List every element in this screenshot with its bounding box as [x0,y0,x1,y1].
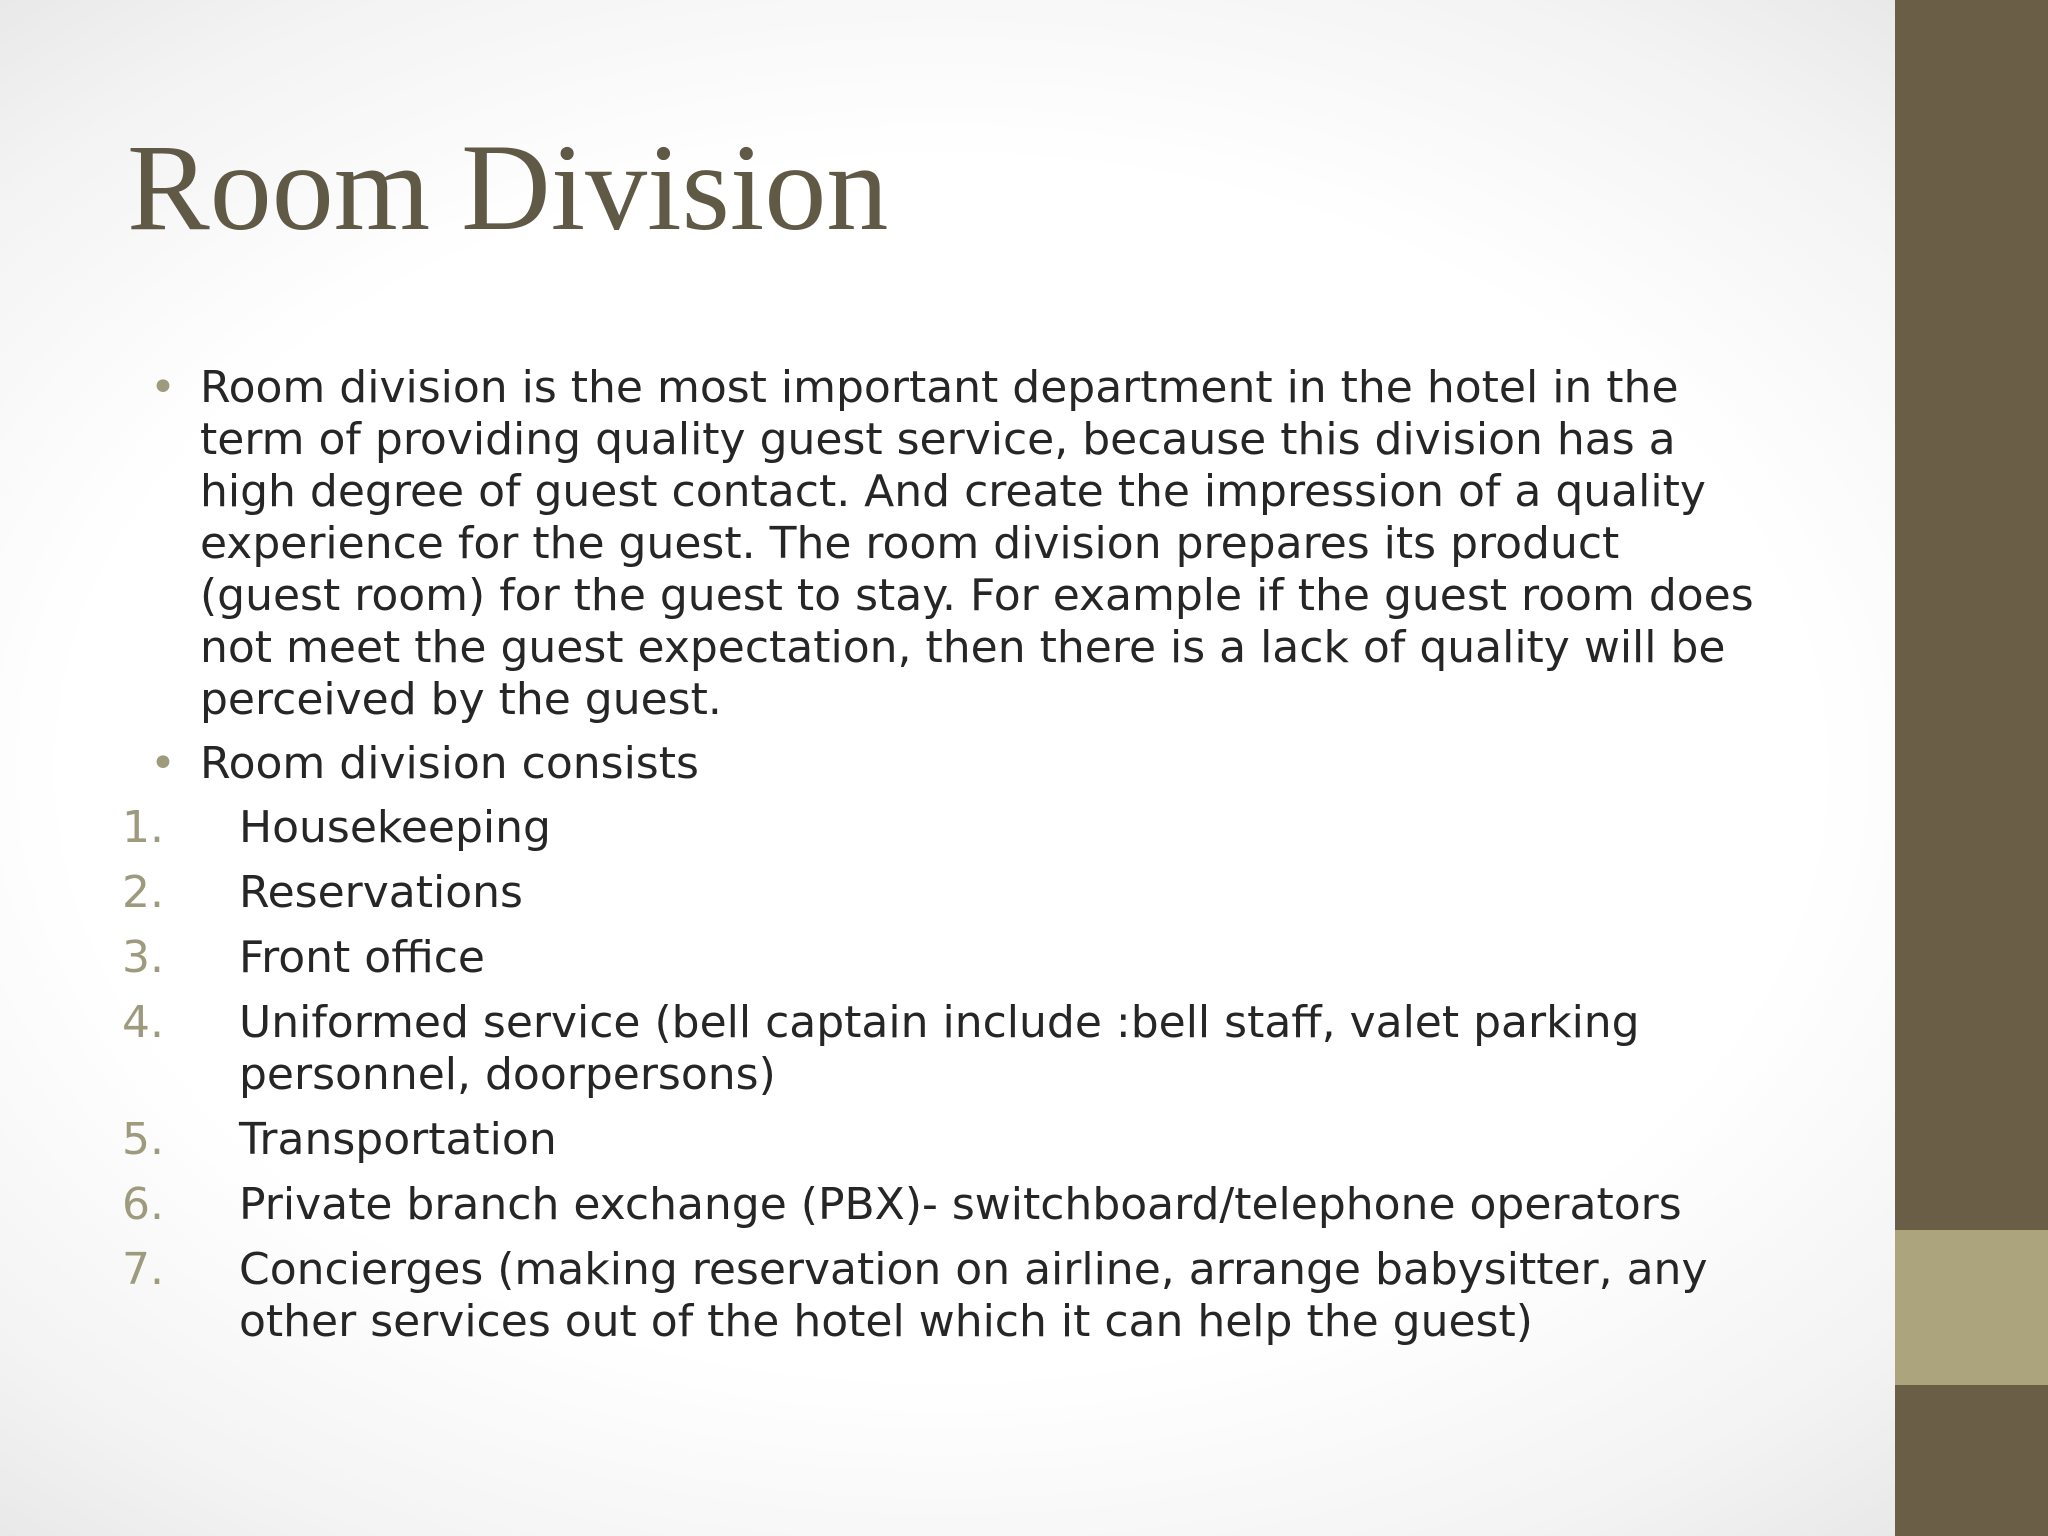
numbered-item [120,867,1770,919]
item-number: 5. [122,1114,164,1165]
item-text: Concierges (making reservation on airline, arrange babysitter, any other services out of the hotel which it can help the guest) [239,1244,1708,1347]
item-number: 7. [122,1244,164,1295]
bullet-text: Room division is the most important department in the hotel in the term of providing quality guest service, because this division has a high degree of guest contact. And create the impression of a quality experience for the guest. The room division prepares its product (guest room) for the guest to stay. For example if the guest room does not meet the guest expectation, then there is a lack of quality will be perceived by the guest. [200,362,1754,725]
item-text: Front office [239,932,485,983]
item-text: Transportation [239,1114,557,1165]
numbered-item [120,1114,1770,1166]
item-text: Uniformed service (bell captain include :bell staff, valet parking personnel, doorpersons) [239,997,1640,1100]
bullet-marker: • [150,738,176,789]
item-text: Private branch exchange (PBX)- switchboard/telephone operators [239,1179,1682,1230]
bullet-text: Room division consists [200,738,699,789]
slide-title: Room Division [127,119,889,256]
item-number: 4. [122,997,164,1048]
numbered-item [120,1179,1770,1231]
numbered-item [120,997,1770,1101]
bullet-item [120,738,1770,790]
bullet-marker: • [150,362,176,413]
numbered-item [120,1244,1770,1348]
side-accent-decoration [1895,1230,2048,1385]
numbered-item [120,802,1770,854]
item-number: 1. [122,802,164,853]
bullet-item [120,362,1770,726]
numbered-item [120,932,1770,984]
item-text: Reservations [239,867,523,918]
item-number: 3. [122,932,164,983]
item-number: 2. [122,867,164,918]
slide-body [120,362,1770,1361]
item-number: 6. [122,1179,164,1230]
item-text: Housekeeping [239,802,551,853]
